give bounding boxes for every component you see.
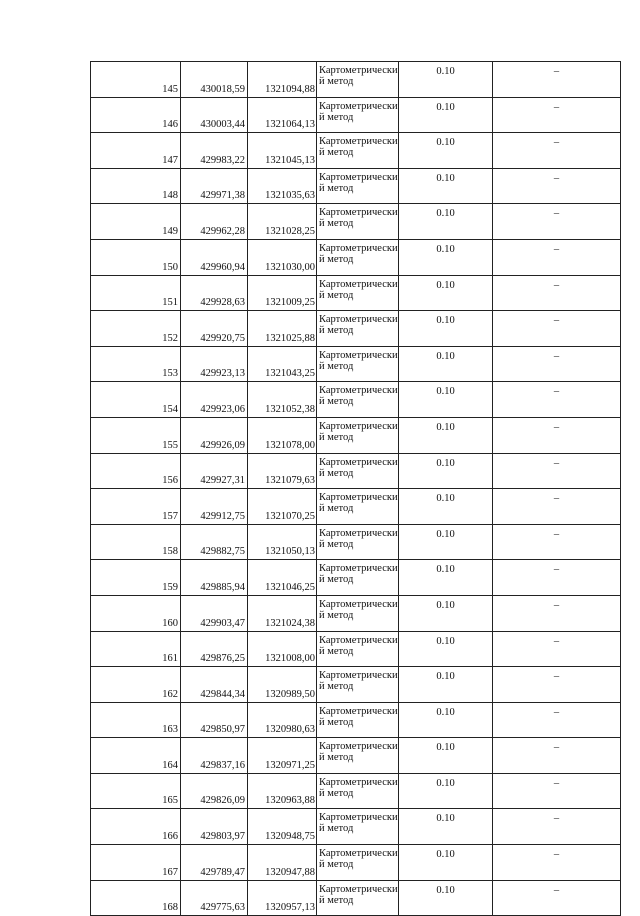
coordinates-table xyxy=(90,61,621,916)
method-cell: Картометрический метод xyxy=(317,346,399,382)
x-coordinate-cell: 429962,28 xyxy=(181,204,248,240)
method-cell: Картометрический метод xyxy=(317,275,399,311)
method-cell: Картометрический метод xyxy=(317,773,399,809)
y-coordinate-cell: 1321028,25 xyxy=(248,204,317,240)
y-coordinate-cell: 1321078,00 xyxy=(248,417,317,453)
x-coordinate-cell: 429903,47 xyxy=(181,595,248,631)
point-number-cell: 163 xyxy=(91,702,181,738)
y-coordinate-cell: 1321046,25 xyxy=(248,560,317,596)
point-number-cell: 152 xyxy=(91,311,181,347)
x-coordinate-cell: 429837,16 xyxy=(181,738,248,774)
description-cell: – xyxy=(493,738,621,774)
table-row xyxy=(91,738,621,774)
description-cell: – xyxy=(493,667,621,703)
x-coordinate-cell: 430003,44 xyxy=(181,97,248,133)
table-row xyxy=(91,880,621,916)
accuracy-cell: 0.10 xyxy=(399,417,493,453)
x-coordinate-cell: 429912,75 xyxy=(181,489,248,525)
y-coordinate-cell: 1321025,88 xyxy=(248,311,317,347)
y-coordinate-cell: 1321079,63 xyxy=(248,453,317,489)
method-cell: Картометрический метод xyxy=(317,880,399,916)
x-coordinate-cell: 429775,63 xyxy=(181,880,248,916)
x-coordinate-cell: 429983,22 xyxy=(181,133,248,169)
accuracy-cell: 0.10 xyxy=(399,204,493,240)
method-cell: Картометрический метод xyxy=(317,417,399,453)
method-cell: Картометрический метод xyxy=(317,239,399,275)
point-number-cell: 161 xyxy=(91,631,181,667)
description-cell: – xyxy=(493,560,621,596)
description-cell: – xyxy=(493,702,621,738)
description-cell: – xyxy=(493,524,621,560)
description-cell: – xyxy=(493,382,621,418)
method-cell: Картометрический метод xyxy=(317,489,399,525)
y-coordinate-cell: 1321045,13 xyxy=(248,133,317,169)
x-coordinate-cell: 429882,75 xyxy=(181,524,248,560)
point-number-cell: 167 xyxy=(91,845,181,881)
y-coordinate-cell: 1321009,25 xyxy=(248,275,317,311)
x-coordinate-cell: 429876,25 xyxy=(181,631,248,667)
method-cell: Картометрический метод xyxy=(317,809,399,845)
x-coordinate-cell: 429789,47 xyxy=(181,845,248,881)
table-row xyxy=(91,417,621,453)
point-number-cell: 154 xyxy=(91,382,181,418)
accuracy-cell: 0.10 xyxy=(399,560,493,596)
accuracy-cell: 0.10 xyxy=(399,168,493,204)
description-cell: – xyxy=(493,204,621,240)
table-row xyxy=(91,382,621,418)
accuracy-cell: 0.10 xyxy=(399,453,493,489)
table-row xyxy=(91,595,621,631)
x-coordinate-cell: 429960,94 xyxy=(181,239,248,275)
description-cell: – xyxy=(493,168,621,204)
point-number-cell: 164 xyxy=(91,738,181,774)
x-coordinate-cell: 429927,31 xyxy=(181,453,248,489)
method-cell: Картометрический метод xyxy=(317,524,399,560)
table-row xyxy=(91,773,621,809)
description-cell: – xyxy=(493,595,621,631)
accuracy-cell: 0.10 xyxy=(399,702,493,738)
method-cell: Картометрический метод xyxy=(317,845,399,881)
point-number-cell: 153 xyxy=(91,346,181,382)
description-cell: – xyxy=(493,239,621,275)
table-row xyxy=(91,311,621,347)
point-number-cell: 159 xyxy=(91,560,181,596)
y-coordinate-cell: 1321043,25 xyxy=(248,346,317,382)
description-cell: – xyxy=(493,809,621,845)
accuracy-cell: 0.10 xyxy=(399,275,493,311)
table-row xyxy=(91,133,621,169)
point-number-cell: 147 xyxy=(91,133,181,169)
y-coordinate-cell: 1321094,88 xyxy=(248,62,317,98)
accuracy-cell: 0.10 xyxy=(399,97,493,133)
accuracy-cell: 0.10 xyxy=(399,133,493,169)
description-cell: – xyxy=(493,845,621,881)
y-coordinate-cell: 1320980,63 xyxy=(248,702,317,738)
accuracy-cell: 0.10 xyxy=(399,738,493,774)
y-coordinate-cell: 1320989,50 xyxy=(248,667,317,703)
table-row xyxy=(91,809,621,845)
description-cell: – xyxy=(493,97,621,133)
point-number-cell: 148 xyxy=(91,168,181,204)
y-coordinate-cell: 1320947,88 xyxy=(248,845,317,881)
accuracy-cell: 0.10 xyxy=(399,489,493,525)
y-coordinate-cell: 1320963,88 xyxy=(248,773,317,809)
table-row xyxy=(91,845,621,881)
y-coordinate-cell: 1320971,25 xyxy=(248,738,317,774)
point-number-cell: 149 xyxy=(91,204,181,240)
point-number-cell: 155 xyxy=(91,417,181,453)
method-cell: Картометрический метод xyxy=(317,97,399,133)
method-cell: Картометрический метод xyxy=(317,453,399,489)
accuracy-cell: 0.10 xyxy=(399,773,493,809)
method-cell: Картометрический метод xyxy=(317,311,399,347)
table-row xyxy=(91,62,621,98)
x-coordinate-cell: 429926,09 xyxy=(181,417,248,453)
method-cell: Картометрический метод xyxy=(317,738,399,774)
x-coordinate-cell: 429885,94 xyxy=(181,560,248,596)
y-coordinate-cell: 1321050,13 xyxy=(248,524,317,560)
coordinates-table-body xyxy=(91,62,621,916)
point-number-cell: 151 xyxy=(91,275,181,311)
method-cell: Картометрический метод xyxy=(317,62,399,98)
table-row xyxy=(91,667,621,703)
accuracy-cell: 0.10 xyxy=(399,809,493,845)
y-coordinate-cell: 1320948,75 xyxy=(248,809,317,845)
x-coordinate-cell: 429844,34 xyxy=(181,667,248,703)
point-number-cell: 150 xyxy=(91,239,181,275)
point-number-cell: 156 xyxy=(91,453,181,489)
description-cell: – xyxy=(493,631,621,667)
description-cell: – xyxy=(493,880,621,916)
method-cell: Картометрический метод xyxy=(317,631,399,667)
description-cell: – xyxy=(493,453,621,489)
method-cell: Картометрический метод xyxy=(317,702,399,738)
table-row xyxy=(91,239,621,275)
y-coordinate-cell: 1321008,00 xyxy=(248,631,317,667)
accuracy-cell: 0.10 xyxy=(399,524,493,560)
description-cell: – xyxy=(493,346,621,382)
table-row xyxy=(91,168,621,204)
accuracy-cell: 0.10 xyxy=(399,880,493,916)
table-row xyxy=(91,204,621,240)
method-cell: Картометрический метод xyxy=(317,204,399,240)
accuracy-cell: 0.10 xyxy=(399,595,493,631)
point-number-cell: 168 xyxy=(91,880,181,916)
y-coordinate-cell: 1321064,13 xyxy=(248,97,317,133)
table-row xyxy=(91,453,621,489)
point-number-cell: 157 xyxy=(91,489,181,525)
table-row xyxy=(91,489,621,525)
y-coordinate-cell: 1321024,38 xyxy=(248,595,317,631)
table-row xyxy=(91,560,621,596)
x-coordinate-cell: 429971,38 xyxy=(181,168,248,204)
method-cell: Картометрический метод xyxy=(317,133,399,169)
table-row xyxy=(91,275,621,311)
method-cell: Картометрический метод xyxy=(317,595,399,631)
y-coordinate-cell: 1321030,00 xyxy=(248,239,317,275)
x-coordinate-cell: 429923,13 xyxy=(181,346,248,382)
accuracy-cell: 0.10 xyxy=(399,667,493,703)
description-cell: – xyxy=(493,417,621,453)
x-coordinate-cell: 429923,06 xyxy=(181,382,248,418)
y-coordinate-cell: 1321070,25 xyxy=(248,489,317,525)
description-cell: – xyxy=(493,133,621,169)
table-row xyxy=(91,97,621,133)
y-coordinate-cell: 1321052,38 xyxy=(248,382,317,418)
accuracy-cell: 0.10 xyxy=(399,346,493,382)
x-coordinate-cell: 429850,97 xyxy=(181,702,248,738)
accuracy-cell: 0.10 xyxy=(399,845,493,881)
accuracy-cell: 0.10 xyxy=(399,239,493,275)
accuracy-cell: 0.10 xyxy=(399,631,493,667)
accuracy-cell: 0.10 xyxy=(399,311,493,347)
x-coordinate-cell: 429920,75 xyxy=(181,311,248,347)
description-cell: – xyxy=(493,311,621,347)
method-cell: Картометрический метод xyxy=(317,667,399,703)
point-number-cell: 165 xyxy=(91,773,181,809)
x-coordinate-cell: 430018,59 xyxy=(181,62,248,98)
table-row xyxy=(91,524,621,560)
point-number-cell: 145 xyxy=(91,62,181,98)
y-coordinate-cell: 1320957,13 xyxy=(248,880,317,916)
description-cell: – xyxy=(493,62,621,98)
point-number-cell: 166 xyxy=(91,809,181,845)
point-number-cell: 146 xyxy=(91,97,181,133)
point-number-cell: 160 xyxy=(91,595,181,631)
x-coordinate-cell: 429826,09 xyxy=(181,773,248,809)
table-row xyxy=(91,631,621,667)
description-cell: – xyxy=(493,489,621,525)
x-coordinate-cell: 429928,63 xyxy=(181,275,248,311)
accuracy-cell: 0.10 xyxy=(399,62,493,98)
description-cell: – xyxy=(493,275,621,311)
x-coordinate-cell: 429803,97 xyxy=(181,809,248,845)
accuracy-cell: 0.10 xyxy=(399,382,493,418)
point-number-cell: 162 xyxy=(91,667,181,703)
method-cell: Картометрический метод xyxy=(317,382,399,418)
point-number-cell: 158 xyxy=(91,524,181,560)
table-row xyxy=(91,346,621,382)
y-coordinate-cell: 1321035,63 xyxy=(248,168,317,204)
description-cell: – xyxy=(493,773,621,809)
table-row xyxy=(91,702,621,738)
method-cell: Картометрический метод xyxy=(317,168,399,204)
method-cell: Картометрический метод xyxy=(317,560,399,596)
